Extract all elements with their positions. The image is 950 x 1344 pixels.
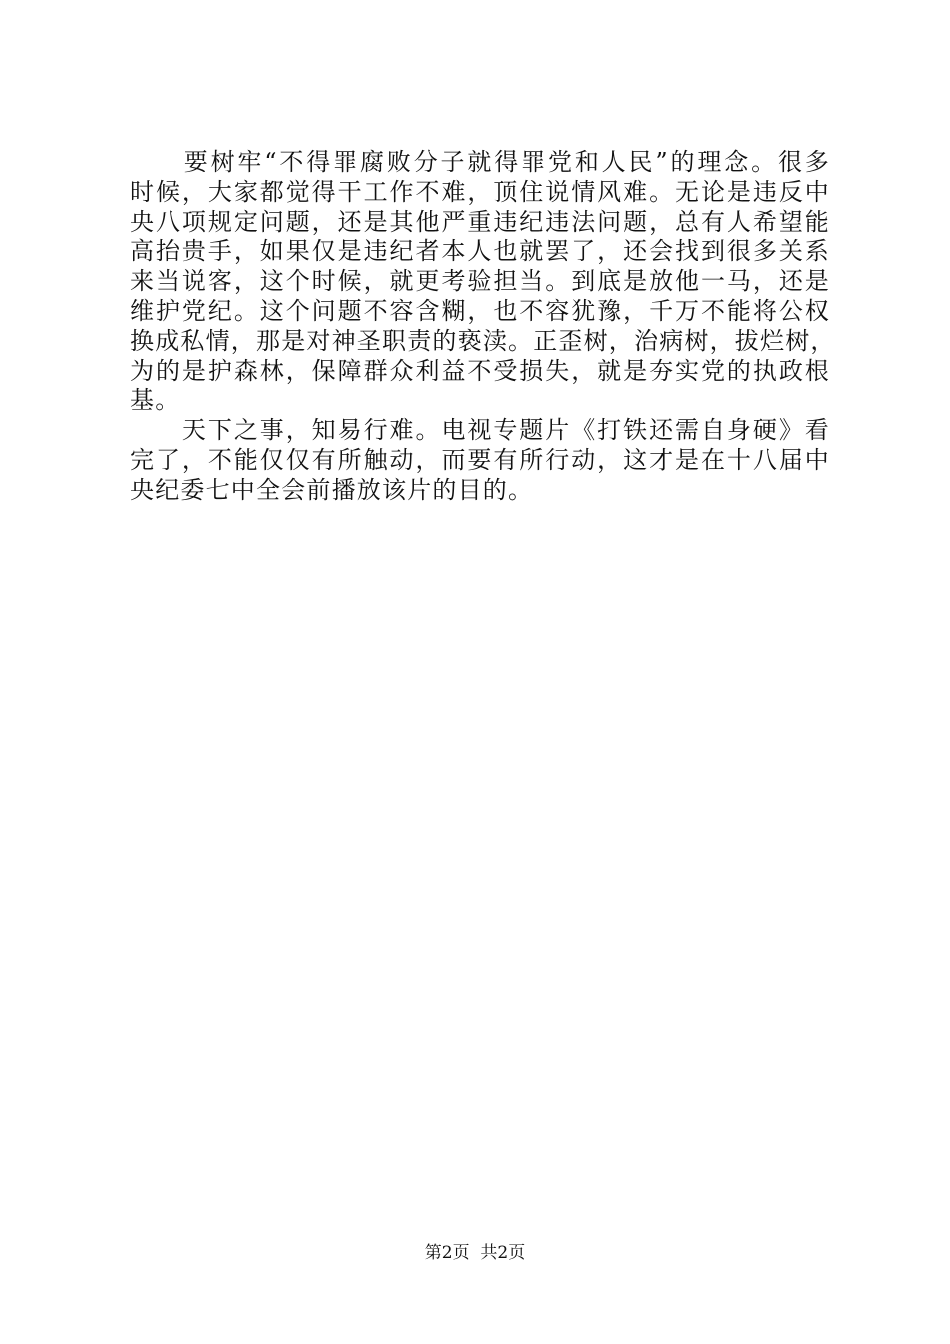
text-line: 要树牢“不得罪腐败分子就得罪党和人民”的理念。很多: [130, 148, 830, 176]
text-line: 来当说客，这个时候，就更考验担当。到底是放他一马，还是: [130, 267, 830, 296]
text-line: 完了，不能仅仅有所触动，而要有所行动，这才是在十八届中: [130, 445, 830, 474]
text-line: 天下之事，知易行难。电视专题片《打铁还需自身硬》看: [130, 416, 830, 445]
text-line: 央八项规定问题，还是其他严重违纪违法问题，总有人希望能: [130, 207, 830, 236]
page-footer: [0, 1242, 950, 1264]
text-line: 高抬贵手，如果仅是违纪者本人也就罢了，还会找到很多关系: [130, 237, 830, 266]
page-number: 第2页 共2页: [424, 1243, 526, 1263]
text-line: 央纪委七中全会前播放该片的目的。: [130, 475, 534, 504]
text-line: 时候，大家都觉得干工作不难，顶住说情风难。无论是违反中: [130, 177, 830, 206]
text-line: 维护党纪。这个问题不容含糊，也不容犹豫，千万不能将公权: [130, 296, 830, 325]
text-line: 换成私情，那是对神圣职责的亵渎。正歪树，治病树，拔烂树，: [130, 326, 836, 355]
text-line: 为的是护森林，保障群众利益不受损失，就是夯实党的执政根: [130, 356, 830, 385]
body-text: [130, 148, 836, 506]
paragraph-1: [130, 148, 836, 416]
paragraph-2: [130, 416, 830, 505]
text-line: 基。: [130, 386, 181, 415]
